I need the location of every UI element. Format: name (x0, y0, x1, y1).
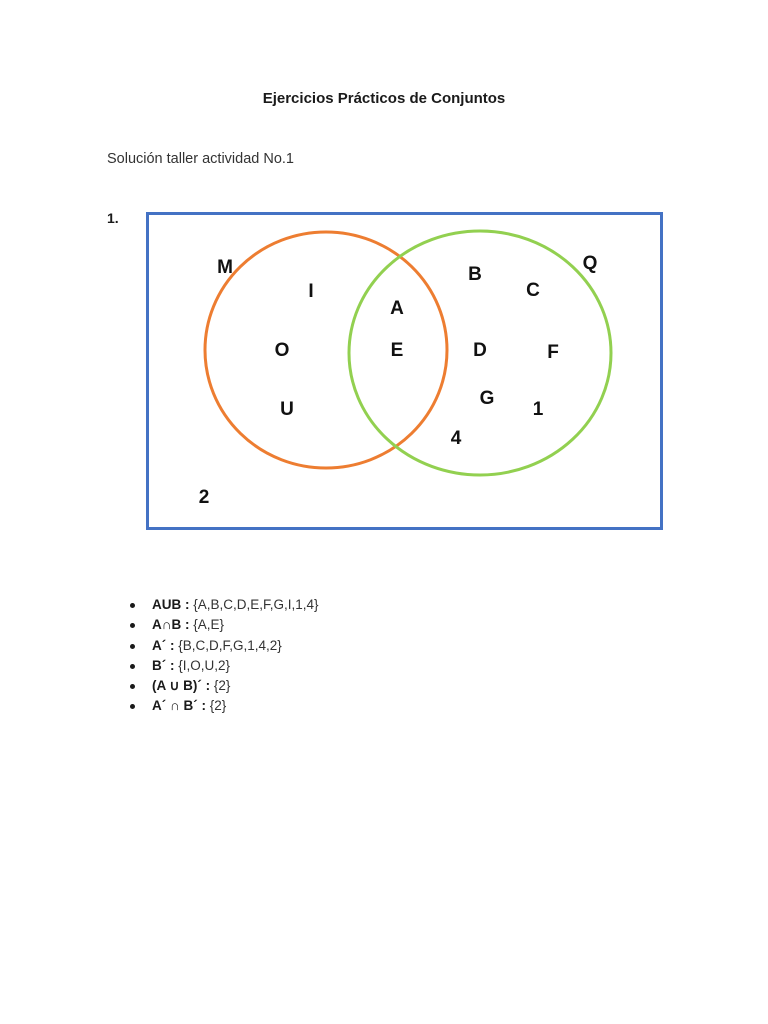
set-b-element: C (526, 280, 540, 301)
set-a-element: I (308, 281, 314, 302)
set-a-circle (205, 232, 447, 468)
result-label: (A ∪ B)´ : (152, 678, 211, 694)
result-complement-a (130, 636, 319, 656)
result-value: {A,B,C,D,E,F,G,I,1,4} (189, 597, 319, 612)
set-a-element: O (274, 340, 290, 361)
set-b-element: 1 (532, 399, 544, 420)
result-intersection (130, 615, 319, 635)
result-union (130, 595, 319, 615)
set-b-element: D (473, 340, 487, 361)
result-value: {B,C,D,F,G,1,4,2} (174, 637, 282, 653)
result-complement-intersection (130, 696, 319, 716)
bullet-icon (130, 704, 135, 709)
set-b-element: F (547, 342, 559, 363)
set-b-element: G (479, 388, 495, 409)
set-a-element: U (280, 399, 294, 420)
result-value: {I,O,U,2} (174, 657, 231, 673)
set-b-element: B (468, 264, 482, 285)
bullet-icon (130, 603, 135, 608)
result-label: B´ : (152, 657, 175, 673)
bullet-icon (130, 623, 135, 628)
results-list (130, 595, 319, 717)
result-complement-b (130, 656, 319, 676)
document-title: Ejercicios Prácticos de Conjuntos (262, 90, 506, 107)
bullet-icon (130, 664, 135, 669)
universe-label: Q (582, 253, 598, 274)
intersection-element: A (390, 298, 404, 319)
result-label: A∩B : (152, 617, 190, 633)
result-value: {A,E} (189, 617, 225, 633)
result-complement-union (130, 676, 319, 696)
set-a-label: M (217, 257, 233, 278)
outside-element: 2 (198, 487, 210, 508)
result-label: A´ ∩ B´ : (152, 698, 206, 714)
bullet-icon (130, 644, 135, 649)
intersection-element: E (390, 340, 404, 361)
result-label: AUB : (152, 597, 190, 612)
result-label: A´ : (152, 637, 175, 653)
result-value: {2} (206, 698, 227, 714)
result-value: {2} (210, 678, 231, 694)
document-subtitle: Solución taller actividad No.1 (107, 151, 294, 167)
bullet-icon (130, 684, 135, 689)
set-b-element: 4 (450, 428, 462, 449)
exercise-number: 1. (107, 210, 119, 226)
